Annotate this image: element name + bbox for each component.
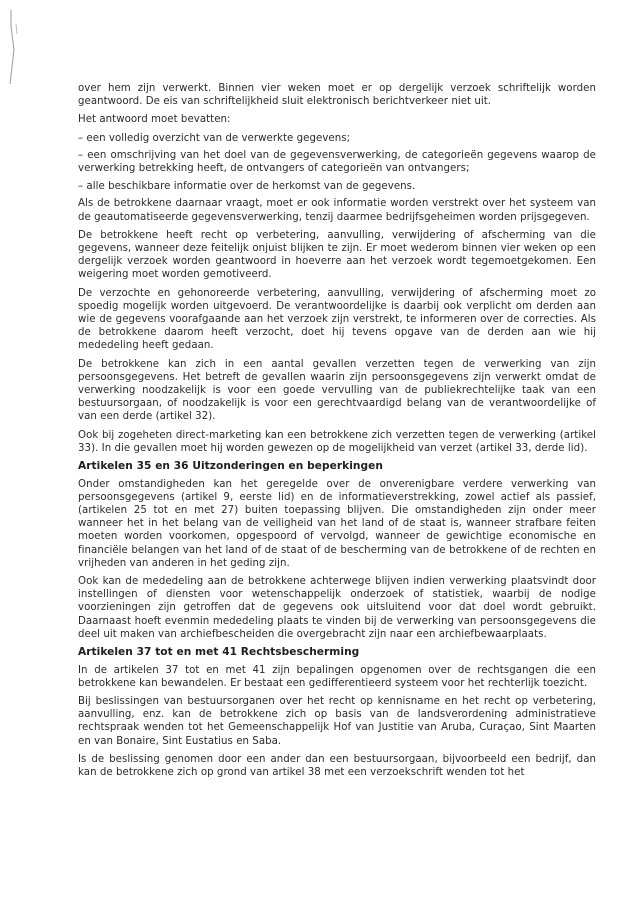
- paragraph: Ook bij zogeheten direct-marketing kan een betrokkene zich verzetten tegen de verwerking (artikel 33). In die gevallen moet hij worden gewezen op de mogelijkheid van verzet (artikel 33, derde lid).: [78, 429, 596, 454]
- document-body: [78, 82, 596, 784]
- paragraph: Bij beslissingen van bestuursorganen over het recht op kennisname en het recht op verbetering, aanvulling, enz. kan de betrokkene zich op basis van de landsverordening administratieve rechtspraak wenden tot het Gemeenschappelijk Hof van Justitie van Aruba, Curaçao, Sint Maarten en van Bonaire, Sint Eustatius en Saba.: [78, 695, 596, 747]
- paragraph: over hem zijn verwerkt. Binnen vier weken moet er op dergelijk verzoek schriftelijk worden geantwoord. De eis van schriftelijkheid sluit elektronisch berichtverkeer niet uit.: [78, 83, 596, 108]
- section-heading-rechtsbescherming: Artikelen 37 tot en met 41 Rechtsbescherming: [78, 646, 360, 659]
- paragraph: De verzochte en gehonoreerde verbetering, aanvulling, verwijdering of afscherming moet zo spoedig mogelijk worden uitgevoerd. De verantwoordelijke is daarbij ook verplicht om derden aan wie de gegevens voorafgaande aan het verzoek zijn verstrekt, te informeren over de correcties. Als de betrokkene daarom heeft verzocht, doet hij tevens opgave van de derden aan wie hij mededeling heeft gedaan.: [78, 287, 596, 352]
- paragraph: In de artikelen 37 tot en met 41 zijn bepalingen opgenomen over de rechtsgangen die een betrokkene kan bewandelen. Er bestaat een gedifferentieerd systeem voor het rechterlijk toezicht.: [78, 664, 596, 689]
- paragraph: De betrokkene heeft recht op verbetering, aanvulling, verwijdering of afscherming van die gegevens, wanneer deze feitelijk onjuist blijken te zijn. Er moet wederom binnen vier weken op een dergelijk verzoek worden geantwoord in hoeverre aan het verzoek wordt tegemoetgekomen. Een weigering moet worden gemotiveerd.: [78, 229, 596, 281]
- paragraph: De betrokkene kan zich in een aantal gevallen verzetten tegen de verwerking van zijn persoonsgegevens. Het betreft de gevallen waarin zijn persoonsgegevens zijn verwerkt omdat de verwerking noodzakelijk is voor een goede vervulling van de publiekrechtelijke taak van een bestuursorgaan, of noodzakelijk is voor een gerechtvaardigd belang van de verantwoordelijke of van een derde (artikel 32).: [78, 358, 596, 423]
- list-item: – alle beschikbare informatie over de herkomst van de gegevens.: [78, 181, 416, 193]
- paragraph: Als de betrokkene daarnaar vraagt, moet er ook informatie worden verstrekt over het systeem van de geautomatiseerde gegevensverwerking, tenzij daarmee bedrijfsgeheimen worden prijsgegeven.: [78, 198, 596, 223]
- section-heading-uitzonderingen: Artikelen 35 en 36 Uitzonderingen en beperkingen: [78, 460, 383, 473]
- paragraph: Onder omstandigheden kan het geregelde over de onverenigbare verdere verwerking van persoonsgegevens (artikel 9, eerste lid) en de informatieverstrekking, zowel actief als passief, (artikelen 25 tot en met 27) buiten toepassing blijven. Die omstandigheden zijn onder meer wanneer het in het belang van de veiligheid van het land of de staat is, wanneer strafbare feiten moeten worden voorkomen, opgespoord of vervolgd, wanneer de gewichtige economische en financiële belangen van het land of de staat of de bescherming van de betrokkene of de rechten en vrijheden van anderen in het geding zijn.: [78, 478, 596, 569]
- scan-edge-mark: [8, 10, 20, 84]
- paragraph: Het antwoord moet bevatten:: [78, 114, 231, 126]
- paragraph: Ook kan de mededeling aan de betrokkene achterwege blijven indien verwerking plaatsvindt door instellingen of diensten voor wetenschappelijk onderzoek of statistiek, waarbij de nodige voorzieningen zijn getroffen dat de gegevens ook uitsluitend voor dat doel wordt gebruikt. Daarnaast hoeft evenmin mededeling plaats te vinden bij de verwerking van persoonsgegevens die deel uit maken van archiefbescheiden die overgebracht zijn naar een archiefbewaarplaats.: [78, 576, 596, 640]
- list-item: – een omschrijving van het doel van de gegevensverwerking, de categorieën gegevens waarop de verwerking betrekking heeft, de ontvangers of categorieën van ontvangers;: [78, 149, 596, 175]
- list-item: – een volledig overzicht van de verwerkte gegevens;: [78, 132, 351, 144]
- paragraph: Is de beslissing genomen door een ander dan een bestuursorgaan, bijvoorbeeld een bedrijf, dan kan de betrokkene zich op grond van artikel 38 met een verzoekschrift wenden tot het: [78, 753, 596, 778]
